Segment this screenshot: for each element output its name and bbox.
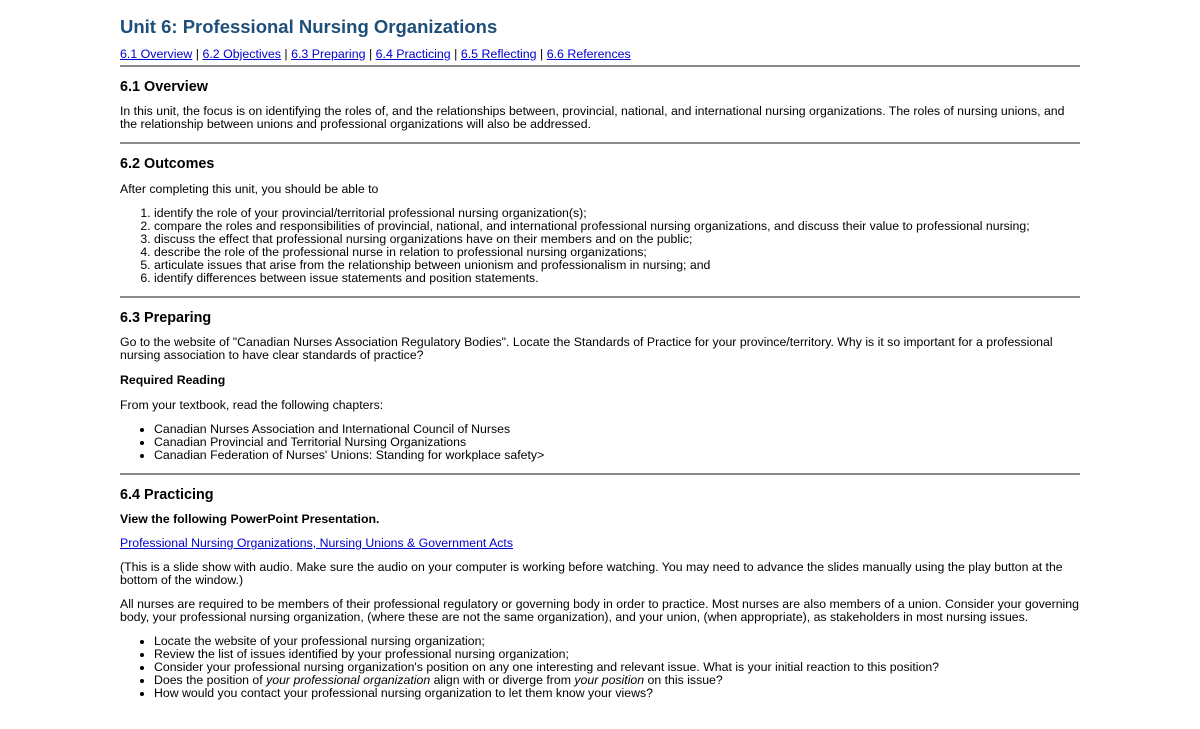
list-item: 4. describe the role of the professional nurse in relation to professional nursing organizations; xyxy=(154,246,1080,259)
nav-link-practicing[interactable]: 6.4 Practicing xyxy=(375,47,451,61)
section-nav xyxy=(120,46,1080,62)
list-item: • Canadian Provincial and Territorial Nursing Organizations xyxy=(154,436,1080,449)
list-item: 3. discuss the effect that professional nursing organizations have on their members and on the public; xyxy=(154,233,1080,246)
members-text: All nurses are required to be members of their professional regulatory or governing body in order to practice. Most nurses are also members of a union. Consider your governing body, your professional nursing organization, (where these are not the same organization), and your union, (when appropriate), as stakeholders in most nursing issues. xyxy=(120,597,1079,624)
list-item: 2. compare the roles and responsibilities of provincial, national, and international professional nursing organizations, and discuss their value to professional nursing; xyxy=(154,220,1080,233)
practicing-heading: 6.4 Practicing xyxy=(120,487,214,503)
unit-page xyxy=(120,0,1080,700)
task4-emphasis-position: your position xyxy=(574,673,645,687)
nav-separator: | xyxy=(284,47,288,61)
nav-separator: | xyxy=(195,47,199,61)
nav-link-overview[interactable]: 6.1 Overview xyxy=(120,47,193,61)
task4-text: Does the position of xyxy=(154,673,267,687)
task4-emphasis-organization: your professional organization xyxy=(266,673,431,687)
section-divider xyxy=(120,142,1080,144)
list-item: • Locate the website of your professional nursing organization; xyxy=(154,635,1080,648)
preparing-text: Go to the website of "Canadian Nurses Association Regulatory Bodies". Locate the Standards of Practice for your province/territory. Why is it so important for a professional nursing association to have clear standards of practice? xyxy=(120,335,1053,362)
slideshow-note: (This is a slide show with audio. Make sure the audio on your computer is working before watching. You may need to advance the slides manually using the play button at the bottom of the window.) xyxy=(120,560,1063,587)
list-item: • How would you contact your professional nursing organization to let them know your views? xyxy=(154,687,1080,700)
list-item: • Consider your professional nursing organization's position on any one interesting and relevant issue. What is your initial reaction to this position? xyxy=(154,661,1080,674)
view-presentation-label: View the following PowerPoint Presentation. xyxy=(120,512,380,526)
required-reading-heading: Required Reading xyxy=(120,373,226,387)
nav-link-preparing[interactable]: 6.3 Preparing xyxy=(291,47,366,61)
presentation-link[interactable]: Professional Nursing Organizations, Nursing Unions & Government Acts xyxy=(120,536,513,550)
section-divider xyxy=(120,296,1080,298)
overview-heading: 6.1 Overview xyxy=(120,79,209,95)
task-list xyxy=(120,635,1080,700)
overview-text: In this unit, the focus is on identifying the roles of, and the relationships between, provincial, national, and international nursing organizations. The roles of nursing unions, and the relationship between unions and professional organizations will also be addressed. xyxy=(120,104,1065,131)
page-title: Unit 6: Professional Nursing Organizations xyxy=(120,16,498,37)
nav-link-references[interactable]: 6.6 References xyxy=(546,47,631,61)
section-divider xyxy=(120,65,1080,67)
list-item: • Canadian Federation of Nurses' Unions: Standing for workplace safety> xyxy=(154,449,1080,462)
list-item: 1. identify the role of your provincial/territorial professional nursing organization(s); xyxy=(154,207,1080,220)
nav-separator: | xyxy=(454,47,458,61)
nav-link-objectives[interactable]: 6.2 Objectives xyxy=(202,47,281,61)
chapter-list xyxy=(120,423,1080,462)
list-item: 6. identify differences between issue statements and position statements. xyxy=(154,272,1080,285)
outcomes-heading: 6.2 Outcomes xyxy=(120,156,215,172)
outcomes-intro: After completing this unit, you should be able to xyxy=(120,182,379,196)
textbook-intro: From your textbook, read the following chapters: xyxy=(120,398,384,412)
outcomes-list xyxy=(120,207,1080,285)
task4-text: on this issue? xyxy=(644,673,723,687)
nav-separator: | xyxy=(540,47,544,61)
task4-text: align with or diverge from xyxy=(430,673,575,687)
list-item: 5. articulate issues that arise from the relationship between unionism and professionalism in nursing; and xyxy=(154,259,1080,272)
section-divider xyxy=(120,473,1080,475)
nav-link-reflecting[interactable]: 6.5 Reflecting xyxy=(460,47,537,61)
preparing-heading: 6.3 Preparing xyxy=(120,310,212,326)
list-item: • Review the list of issues identified by your professional nursing organization; xyxy=(154,648,1080,661)
list-item: • Canadian Nurses Association and International Council of Nurses xyxy=(154,423,1080,436)
nav-separator: | xyxy=(368,47,373,61)
